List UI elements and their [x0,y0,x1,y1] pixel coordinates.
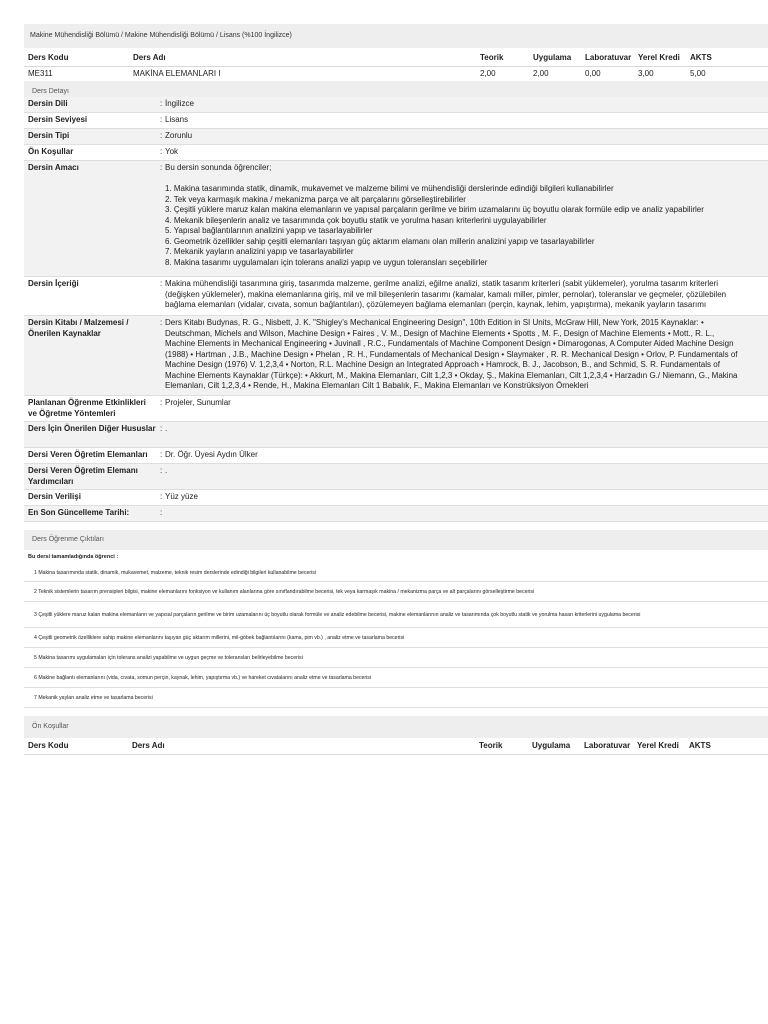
list-item: 2. Tek veya karmaşık makina / mekanizma parça ve alt parçalarını görselleştirebilirler [165,194,466,204]
list-item: 1 Makina tasarımında statik, dinamik, mukavemet, malzeme, teknik resim derslerinde edindiği bilgileri kullanabilme becerisi [24,564,768,582]
detail-row [24,113,768,129]
outcomes-list [24,564,768,708]
list-item: 6 Makine bağlantı elemanlarını (vida, cıvata, somun perçin, kaynak, lehim, yapıştırma vb.) ve hareket cıvatalarını analiz etme ve tasarlama becerisi [24,668,768,688]
detail-label: Dersi Veren Öğretim Elemanları [28,450,148,459]
cell-ders-kodu: ME311 [28,69,53,78]
cell-laboratuvar: 0,00 [585,69,601,78]
outcomes-caption: Ders Öğrenme Çıktıları [24,530,768,550]
detail-colon: : [160,466,163,475]
list-item: 7. Mekanik yayların analizini yapıp ve tasarlayabilirler [165,247,354,256]
detail-label: Ön Koşullar [28,147,74,156]
detail-label: Dersin Kitabı / Malzemesi / Önerilen Kaynaklar [28,318,129,338]
detail-value: Dr. Öğr. Üyesi Aydın Ülker [165,450,258,459]
detail-label: Planlanan Öğrenme Etkinlikleri ve Öğretme Yöntemleri [28,398,146,418]
detail-colon: : [160,115,163,124]
col-laboratuvar: Laboratuvar [584,741,631,750]
detail-row [24,490,768,506]
details-caption: Ders Detayı [24,81,768,97]
col-uygulama: Uygulama [532,741,571,750]
col-uygulama: Uygulama [533,53,572,62]
detail-value: Makina mühendisliği tasarımına giriş, tasarımda malzeme, gerilme analizi, eğilme analizi, statik tasarım kriterleri (sabit yüklemeler), yorulma tasarım kriterleri (değişken yüklemeler), makina elemanlarına giriş, mil ve mil bileşenlerin tasarımı (kamalar, kamalı miller, pimler, pernolar), toleranslar ve geçmeler, çözülebilen bağlama elemanları (vidalar, cıvata, somun bağlantıları), çözülemeyen bağlama elemanları (perçin, kaynak, lehim, yapıştırma), mekanik yayların tasarımı [165,279,727,309]
list-item: 6. Geometrik özellikler sahip çeşitli elemanları taşıyan güç aktarım elamanı olan millerin analizini yapıp ve tasarlayabilirler [165,236,595,246]
list-item: 8. Makina tasarımı uygulamaları için tolerans analizi yapıp ve uygun toleransları seçebilirler [165,257,488,267]
detail-value: İngilizce [165,99,194,108]
list-item: 5 Makina tasarımı uygulamaları için tolerans analizi yapabilme ve uygun geçme ve toleransları belirleyebilme becerisi [24,648,768,668]
detail-label: Dersin Verilişi [28,492,81,501]
col-yerel-kredi: Yerel Kredi [638,53,680,62]
detail-row-amac [24,161,768,277]
detail-row [24,316,768,396]
detail-value: . [165,466,168,475]
cell-akts: 5,00 [690,69,706,78]
list-item: 3 Çeşitli yüklere maruz kalan makina elemanların ve yapısal parçaların gerilme ve birim uzamalarını üç boyutlu olarak formüle ve analiz edebilme becerisi, makine elemanlarının analiz ve tasarımında çok boyutlu statik ve yorulma hasarı kriterlerini uygulama becerisi [24,602,768,628]
col-ders-adi: Ders Adı [133,53,166,62]
detail-row [24,506,768,522]
course-page [24,24,768,755]
list-item: 4 Çeşitli geometrik özelliklere sahip makine elemanlarını taşıyan güç aktarım millerini, mil-göbek bağlantılarını (kama, pim vb.) , analiz etme ve tasarlama becerisi [24,628,768,648]
list-item: 4. Mekanik bileşenlerin analiz ve tasarımında çok boyutlu statik ve yorulma hasarı kriterlerini uygulayabilirler [165,215,547,225]
detail-colon: : [160,508,163,517]
detail-value: Zorunlu [165,131,193,140]
col-ders-kodu: Ders Kodu [28,53,69,62]
detail-label: Dersin Tipi [28,131,70,140]
detail-row [24,396,768,422]
detail-row [24,277,768,316]
list-item: 2 Teknik sistemlerin tasarım prensipleri bilgisi, makine elemanlarını fonksiyon ve kullanım alanlarına göre sınıflandırabilme becerisi, tek veya karmaşık makina / mekanizma parça ve alt parçalarını görselleştirme becerisi [24,582,768,602]
details-table [24,97,768,522]
detail-colon: : [160,131,163,140]
col-akts: AKTS [689,741,711,750]
detail-label: En Son Güncelleme Tarihi: [28,508,130,517]
cell-ders-adi: MAKİNA ELEMANLARI I [133,69,221,78]
cell-uygulama: 2,00 [533,69,549,78]
course-table-row [24,67,768,81]
detail-colon: : [160,279,163,288]
detail-label: Ders İçin Önerilen Diğer Hususlar [28,424,156,433]
detail-value: Projeler, Sunumlar [165,398,231,407]
detail-colon: : [160,398,163,407]
col-akts: AKTS [690,53,712,62]
detail-colon: : [160,147,163,156]
detail-value: Lisans [165,115,189,124]
detail-colon: : [160,99,163,108]
col-teorik: Teorik [479,741,503,750]
course-table-header [24,50,768,67]
detail-row [24,145,768,161]
list-item: 3. Çeşitli yüklere maruz kalan makina elemanların ve yapısal parçaların gerilme ve birim uzamalarını üç boyutlu olarak formüle edip ve analiz yapabilirler [165,205,704,214]
col-ders-kodu: Ders Kodu [28,741,69,750]
detail-label: Dersi Veren Öğretim Elemanı Yardımcıları [28,466,138,486]
detail-row [24,422,768,448]
prereq-table-header [24,738,768,755]
detail-row [24,129,768,145]
list-item: 1. Makina tasarımında statik, dinamik, mukavemet ve malzeme bilimi ve mühendisliği derslerinde edindiği bilgileri kullanabilirler [165,184,614,193]
detail-colon: : [160,163,163,172]
detail-value: . [165,424,168,433]
list-item: 7 Mekanik yayları analiz etme ve tasarlama becerisi [24,688,768,708]
prereq-caption: Ön Koşullar [24,716,768,738]
detail-colon: : [160,318,163,327]
detail-label: Dersin İçeriği [28,279,79,288]
detail-row [24,448,768,464]
list-item: 5. Yapısal bağlantılarının analizini yapıp ve tasarlayabilirler [165,226,373,235]
detail-row [24,97,768,113]
breadcrumb: Makine Mühendisliği Bölümü / Makine Mühendisliği Bölümü / Lisans (%100 İngilizce) [24,24,768,48]
detail-value: Yok [165,147,179,156]
detail-label: Dersin Amacı [28,163,79,172]
col-yerel-kredi: Yerel Kredi [637,741,679,750]
detail-colon: : [160,424,163,433]
detail-value [165,163,739,268]
col-teorik: Teorik [480,53,504,62]
detail-label: Dersin Dili [28,99,68,108]
detail-colon: : [160,450,163,459]
detail-colon: : [160,492,163,501]
detail-value: Ders Kitabı Budynas, R. G., Nisbett, J. K. "Shigley’s Mechanical Engineering Design", 10th Edition in SI Units, McGraw Hill, New York, 2015 Kaynaklar: • Deutschman, Michels and Wilson, Machine Design • Faires , V. M., Design of Machine Elements • Spotts , M. F., Design of Machine Elements • Mott., R. L., Machine Elements in Mechanical Engineering • Juvinall , R.C., Fundamentals of Machine Component Design • Dimarogonas, A Computer Aided Machine Design (1988) • Hartman , J.B., Machine Design • Phelan , R. H., Fundamentals of Mechanical Design • Slaymaker , R. R. Mechanical Design • Orlov, P. Fundamentals of Machine Design (1976) V. 1,2,3,4 • Norton, R.L. Machine Design an Integrated Approach • Hamrock, B. J., Jacobson, B., and Schmid, S. R. Fundamentals of Machine Elements Kaynaklar (Türkçe): • Akkurt, M., Makina Elemanları, Cilt 1,2,3 • Okday, Ş., Makina Elemanları, Cilt 1,2,3,4 • Harzadın G./ Niemann, G., Makina Elemanları, Cilt 1,2,3,4 • Rende, H., Makina Elemanları Cilt 1 Babalık, F., Makina Elemanları ve Konstrüksiyon Örnekleri [165,318,738,390]
amac-intro: Bu dersin sonunda öğrenciler; [165,163,272,172]
detail-row [24,464,768,490]
detail-label: Dersin Seviyesi [28,115,88,124]
amac-list [165,184,739,268]
cell-yerel-kredi: 3,00 [638,69,654,78]
detail-value: Yüz yüze [165,492,198,501]
outcomes-head: Bu dersi tamamladığında öğrenci : [28,554,119,560]
col-laboratuvar: Laboratuvar [585,53,632,62]
col-ders-adi: Ders Adı [132,741,165,750]
cell-teorik: 2,00 [480,69,496,78]
